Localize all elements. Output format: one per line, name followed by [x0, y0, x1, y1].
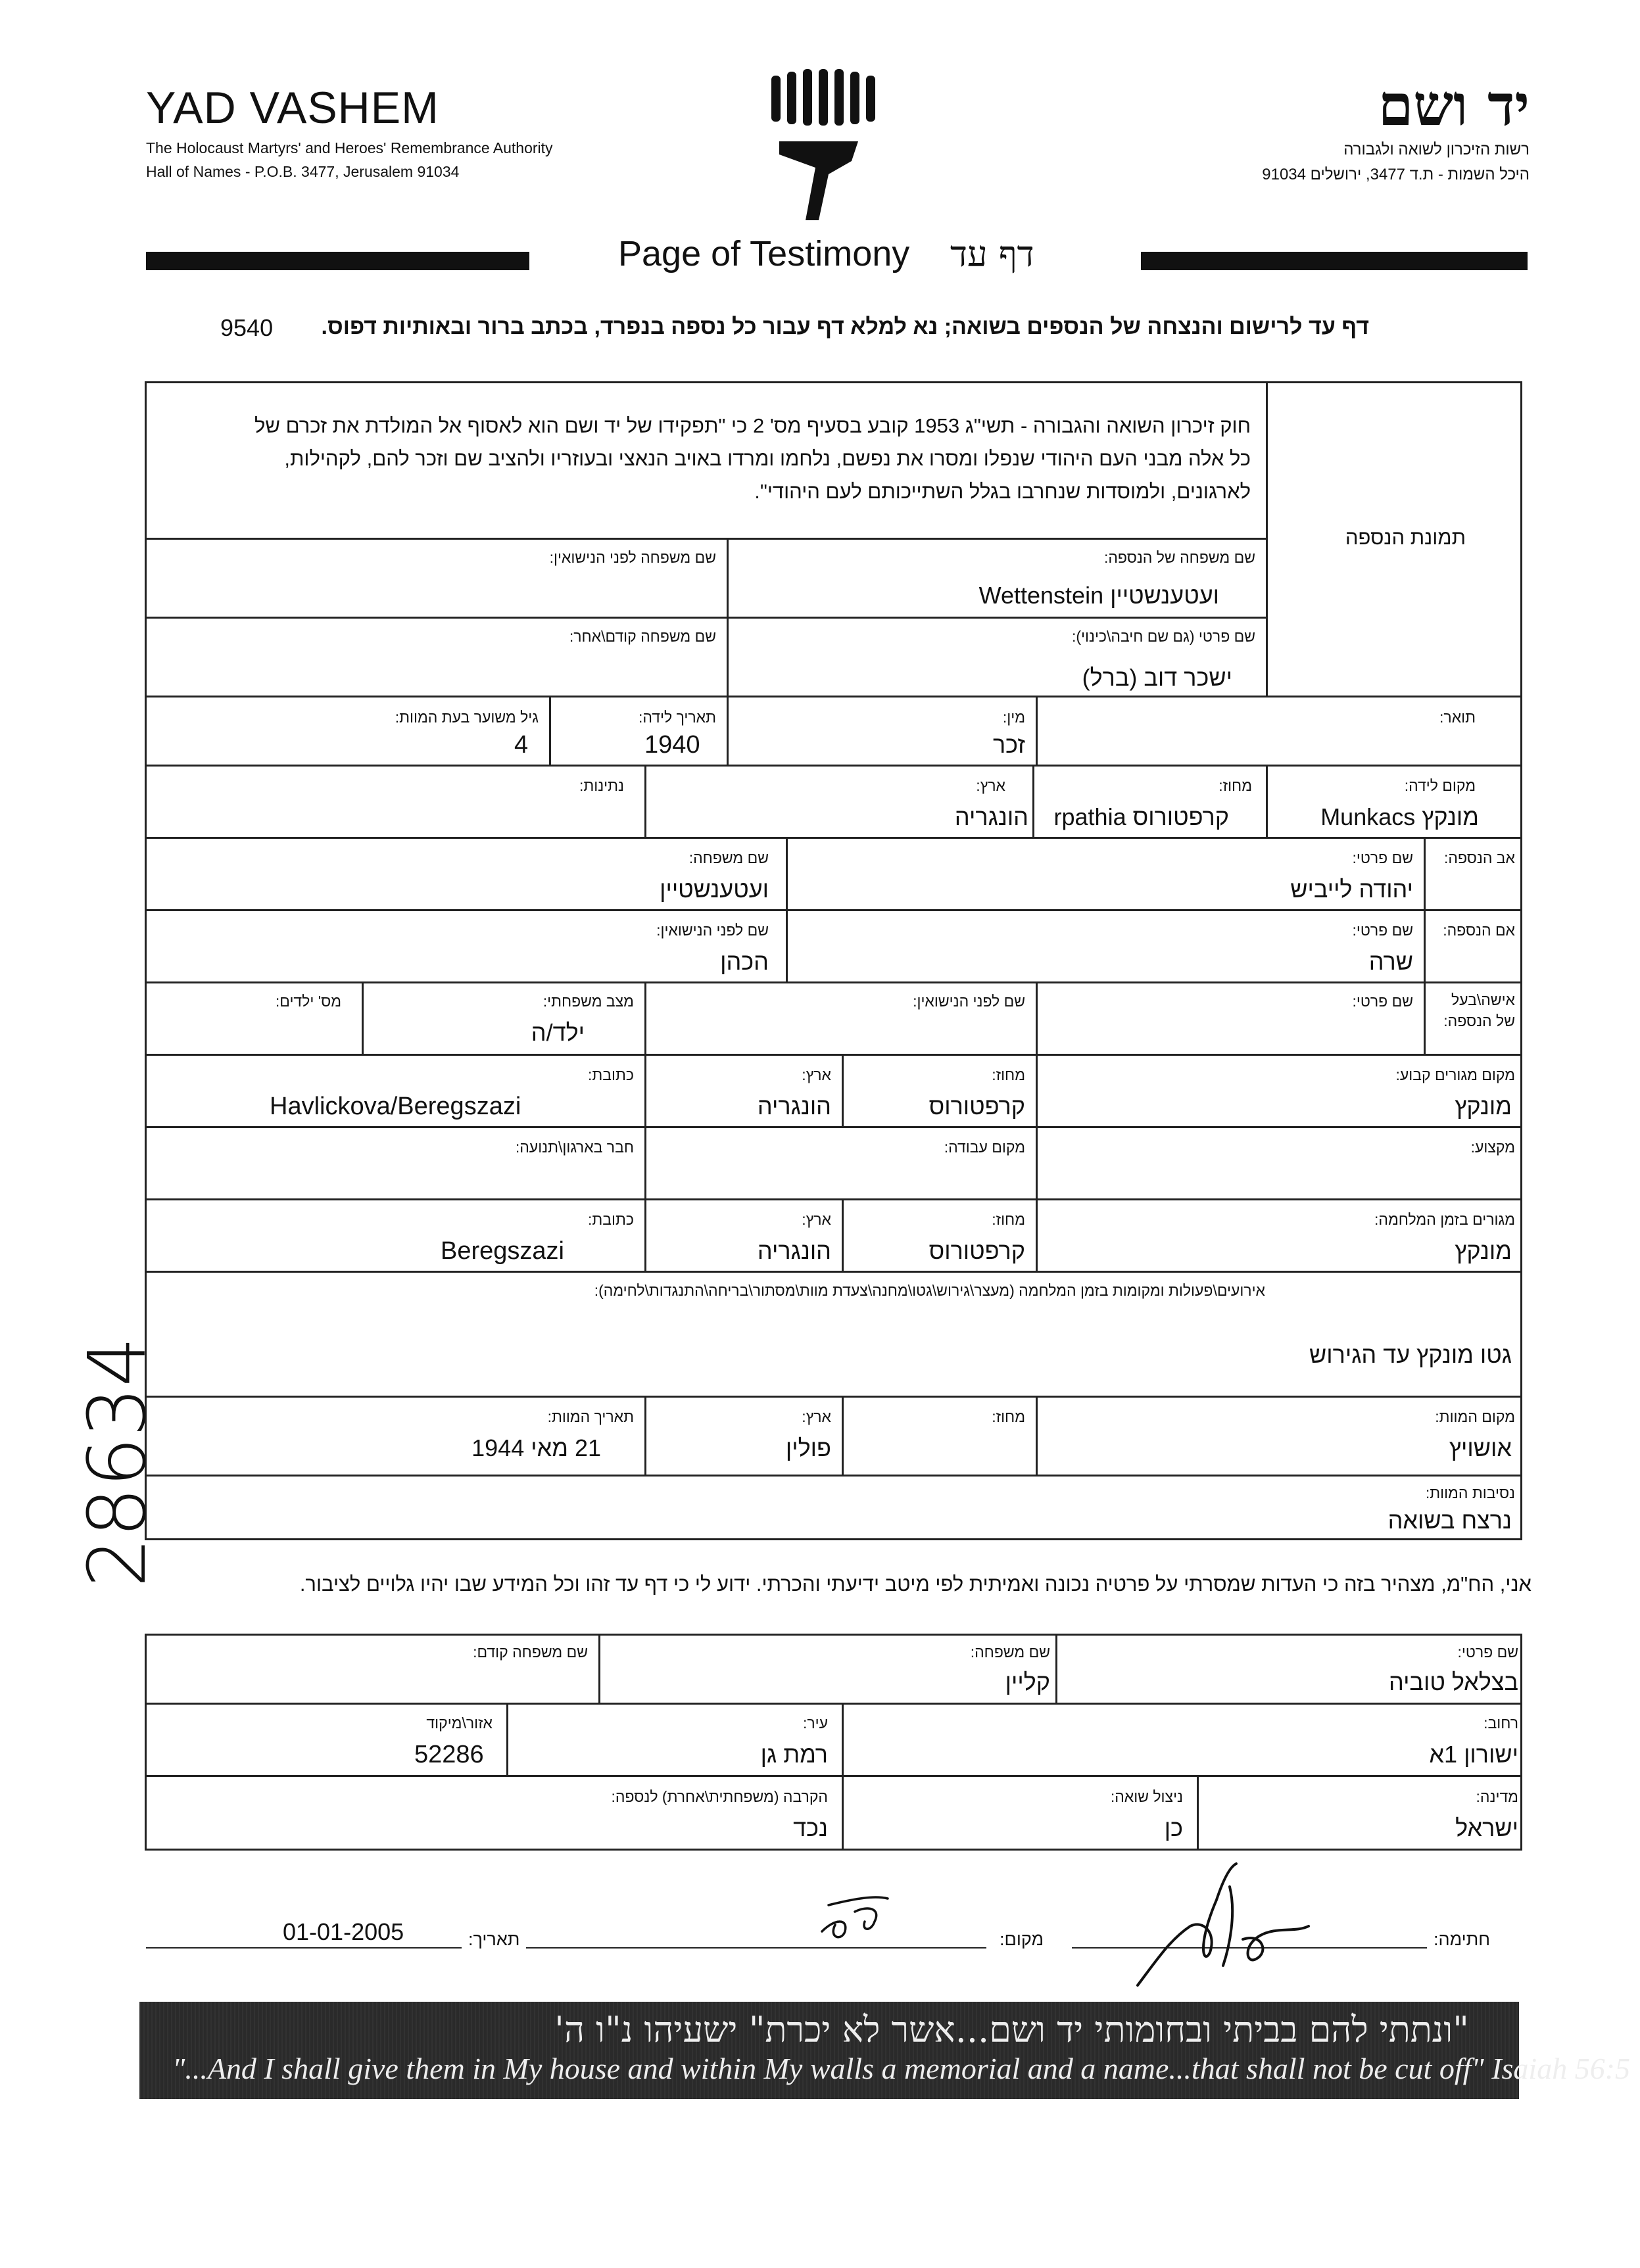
- father-last-value[interactable]: ועטענשטיין: [660, 876, 769, 903]
- submitter-relation-value[interactable]: נכד: [793, 1814, 828, 1841]
- wartime-country-label: ארץ:: [802, 1211, 831, 1228]
- death-circumstances-label: נסיבות המוות:: [1425, 1484, 1515, 1501]
- submitter-zip-value[interactable]: 52286: [414, 1741, 484, 1768]
- member-label: חבר בארגון\תנועה:: [515, 1139, 634, 1156]
- wartime-address-label: כתובת:: [588, 1211, 634, 1228]
- form-number: 9540: [220, 314, 274, 341]
- death-date-value[interactable]: 21 מאי 1944: [471, 1434, 601, 1461]
- spouse-row-label-2: של הנספה:: [1443, 1012, 1515, 1029]
- submitter-first-value[interactable]: בצלאל טוביה: [1388, 1668, 1518, 1695]
- residence-place-label: מקום מגורים קבוע:: [1395, 1066, 1515, 1083]
- death-country-label: ארץ:: [802, 1408, 831, 1425]
- instruction: דף עד לרישום והנצחה של הנספים בשואה; נא למלא דף עבור כל נספה בנפרד, בכתב ברור ובאותיות דפוס.: [321, 314, 1369, 339]
- menorah-logo-icon: [766, 69, 878, 233]
- mother-row-label: אם הנספה:: [1443, 922, 1515, 939]
- declaration: אני, הח"מ, מצהיר בזה כי העדות שמסרתי על פרטיה נכונה ואמיתית לפי מיטב ידיעתי והכרתי. ידוע לי כי דף עד זהו וכל המידע שבו יהיו גלויים לציבור.: [299, 1572, 1531, 1595]
- banner-english: "...And I shall give them in My house and within My walls a memorial and a name...that shall not be cut off" Isaiah 56:5: [172, 2052, 1631, 2085]
- law-text-line-3: לארגונים, ולמוסדות שנחרבו בגלל השתייכותם לעם היהודי".: [754, 480, 1251, 503]
- death-district-label: מחוז:: [992, 1408, 1025, 1425]
- submitter-survivor-label: ניצול שואה:: [1110, 1788, 1183, 1805]
- law-text-line-1: חוק זיכרון השואה והגבורה - תשי"ג 1953 קובע בסעיף מס' 2 כי "תפקידו של יד ושם הוא לאסוף אל המולדת את זכרם של: [254, 414, 1251, 437]
- handwritten-place-icon: [815, 1892, 894, 1945]
- victim-first-name-value[interactable]: ישכר דוב (ברל): [1082, 664, 1232, 691]
- death-country-value[interactable]: פולין: [785, 1434, 831, 1461]
- victim-title-label: תואר:: [1439, 709, 1476, 726]
- submitter-country-value[interactable]: ישראל: [1455, 1814, 1518, 1841]
- spouse-row-label-1: אישה\בעל: [1451, 991, 1515, 1008]
- spouse-first-label: שם פרטי:: [1352, 993, 1413, 1010]
- spouse-maiden-label: שם לפני הנישואין:: [913, 993, 1025, 1010]
- victim-age-label: גיל משוער בעת המוות:: [395, 709, 539, 726]
- wartime-address-value[interactable]: Beregszazi: [441, 1237, 564, 1265]
- victim-birth-place-label: מקום לידה:: [1404, 777, 1476, 794]
- victim-gender-label: מין:: [1002, 709, 1025, 726]
- victim-birth-date-value[interactable]: 1940: [644, 731, 700, 759]
- page-title-he: דף עד: [950, 233, 1034, 275]
- spouse-status-label: מצב משפחתי:: [543, 993, 634, 1010]
- victim-district-label: מחוז:: [1218, 777, 1252, 794]
- mother-maiden-value[interactable]: הכהן: [720, 948, 769, 975]
- father-first-value[interactable]: יהודה לייביש: [1290, 876, 1413, 903]
- he-address: היכל השמות - ת.ד 3477, ירושלים 91034: [1262, 166, 1530, 183]
- submitter-city-value[interactable]: רמת גן: [760, 1741, 828, 1768]
- submitter-prev-label: שם משפחה קודם:: [473, 1643, 588, 1661]
- victim-birth-place-value[interactable]: מונקץ Munkacs: [1320, 803, 1479, 830]
- mother-first-value[interactable]: שרה: [1368, 948, 1413, 975]
- banner-hebrew: "ונתתי להם בביתי ובחומותי יד ושם...אשר לא יכרת" ישעיהו נ"ו ה': [554, 2009, 1469, 2050]
- submitter-last-value[interactable]: קליין: [1005, 1668, 1050, 1695]
- submitter-zip-label: אזור\מיקוד: [426, 1714, 493, 1732]
- victim-prev-name-label: שם משפחה קודם\אחר:: [569, 628, 716, 645]
- victim-nationality-label: נתינות:: [579, 777, 624, 794]
- submitter-city-label: עיר:: [802, 1714, 828, 1732]
- submitter-first-label: שם פרטי:: [1457, 1643, 1518, 1661]
- spouse-status-value[interactable]: ילד/ה: [531, 1019, 585, 1046]
- father-last-label: שם משפחה:: [688, 849, 769, 866]
- residence-address-label: כתובת:: [588, 1066, 634, 1083]
- margin-number: 28634: [72, 1336, 164, 1588]
- submitter-frame: [145, 1634, 1522, 1851]
- father-first-label: שם פרטי:: [1352, 849, 1413, 866]
- en-title: YAD VASHEM: [146, 83, 439, 133]
- spouse-children-label: מס' ילדים:: [275, 993, 341, 1010]
- events-value[interactable]: גטו מונקץ עד הגירוש: [1309, 1341, 1512, 1368]
- submitter-relation-label: הקרבה (משפחתית\אחרת) לנספה:: [611, 1788, 828, 1805]
- wartime-place-label: מגורים בזמן המלחמה:: [1374, 1211, 1515, 1228]
- submitter-street-value[interactable]: ישורון 1א: [1429, 1741, 1518, 1768]
- residence-place-value[interactable]: מונקץ: [1455, 1093, 1512, 1120]
- death-place-value[interactable]: אושויץ: [1449, 1434, 1512, 1461]
- en-address: Hall of Names - P.O.B. 3477, Jerusalem 91034: [146, 163, 460, 180]
- title-bar-left: [146, 252, 529, 270]
- victim-country-label: ארץ:: [976, 777, 1005, 794]
- photo-label: תמונת הנספה: [1345, 526, 1466, 549]
- submitter-country-label: מדינה:: [1476, 1788, 1518, 1805]
- page-title-en: Page of Testimony: [618, 234, 910, 273]
- signature-date-value[interactable]: 01-01-2005: [283, 1918, 404, 1945]
- residence-district-label: מחוז:: [992, 1066, 1025, 1083]
- victim-age-value[interactable]: 4: [514, 731, 529, 759]
- en-subtitle: The Holocaust Martyrs' and Heroes' Remembrance Authority: [146, 139, 553, 156]
- mother-first-label: שם פרטי:: [1352, 922, 1413, 939]
- events-label: אירועים\פעולות ומקומות בזמן המלחמה (מעצר\גירוש\גטו\מחנה\צעדת מוות\מסתור\בריחה\התנגדות\לחימה):: [594, 1282, 1265, 1299]
- wartime-district-value[interactable]: קרפטורוס: [929, 1237, 1025, 1264]
- death-date-label: תאריך המוות:: [547, 1408, 634, 1425]
- victim-first-name-label: שם פרטי (גם שם חיבה\כינוי):: [1072, 628, 1255, 645]
- victim-gender-value[interactable]: זכר: [992, 731, 1025, 758]
- signature-place-label: מקום:: [1000, 1929, 1044, 1949]
- handwritten-signature-icon: [1131, 1860, 1315, 1992]
- residence-country-label: ארץ:: [802, 1066, 831, 1083]
- profession-label: מקצוע:: [1470, 1139, 1515, 1156]
- victim-birth-date-label: תאריך לידה:: [639, 709, 716, 726]
- wartime-place-value[interactable]: מונקץ: [1455, 1237, 1512, 1264]
- he-title: יד ושם: [1378, 72, 1530, 139]
- death-place-label: מקום המוות:: [1435, 1408, 1515, 1425]
- submitter-survivor-value[interactable]: כן: [1164, 1814, 1183, 1841]
- residence-address-value[interactable]: Havlickova/Beregszazi: [270, 1093, 521, 1120]
- victim-country-value[interactable]: הונגריה: [954, 803, 1028, 830]
- residence-country-value[interactable]: הונגריה: [757, 1093, 831, 1120]
- signature-sign-label: חתימה:: [1434, 1929, 1491, 1949]
- submitter-street-label: רחוב:: [1483, 1714, 1518, 1732]
- law-text-line-2: כל אלה מבני העם היהודי שנפלו ומסרו את נפשם, נלחמו ומרדו באויב הנאצי ובעוזריו ולהציב שם וזכר להם, לקהילות,: [284, 447, 1251, 470]
- father-row-label: אב הנספה:: [1444, 849, 1515, 866]
- victim-last-name-value[interactable]: ועטענשטיין Wettenstein: [978, 582, 1219, 609]
- death-circumstances-value[interactable]: נרצח בשואה: [1387, 1507, 1512, 1534]
- mother-maiden-label: שם לפני הנישואין:: [656, 922, 769, 939]
- signature-date-label: תאריך:: [468, 1929, 520, 1949]
- wartime-country-value[interactable]: הונגריה: [757, 1237, 831, 1264]
- victim-district-value[interactable]: קרפטורוס rpathia: [1053, 803, 1229, 830]
- title-bar-right: [1141, 252, 1528, 270]
- wartime-district-label: מחוז:: [992, 1211, 1025, 1228]
- submitter-last-label: שם משפחה:: [970, 1643, 1050, 1661]
- victim-last-name-label: שם משפחה של הנספה:: [1103, 549, 1255, 566]
- victim-maiden-name-label: שם משפחה לפני הנישואין:: [549, 549, 716, 566]
- residence-district-value[interactable]: קרפטורוס: [929, 1093, 1025, 1120]
- workplace-label: מקום עבודה:: [944, 1139, 1025, 1156]
- he-subtitle: רשות הזיכרון לשואה ולגבורה: [1343, 141, 1530, 158]
